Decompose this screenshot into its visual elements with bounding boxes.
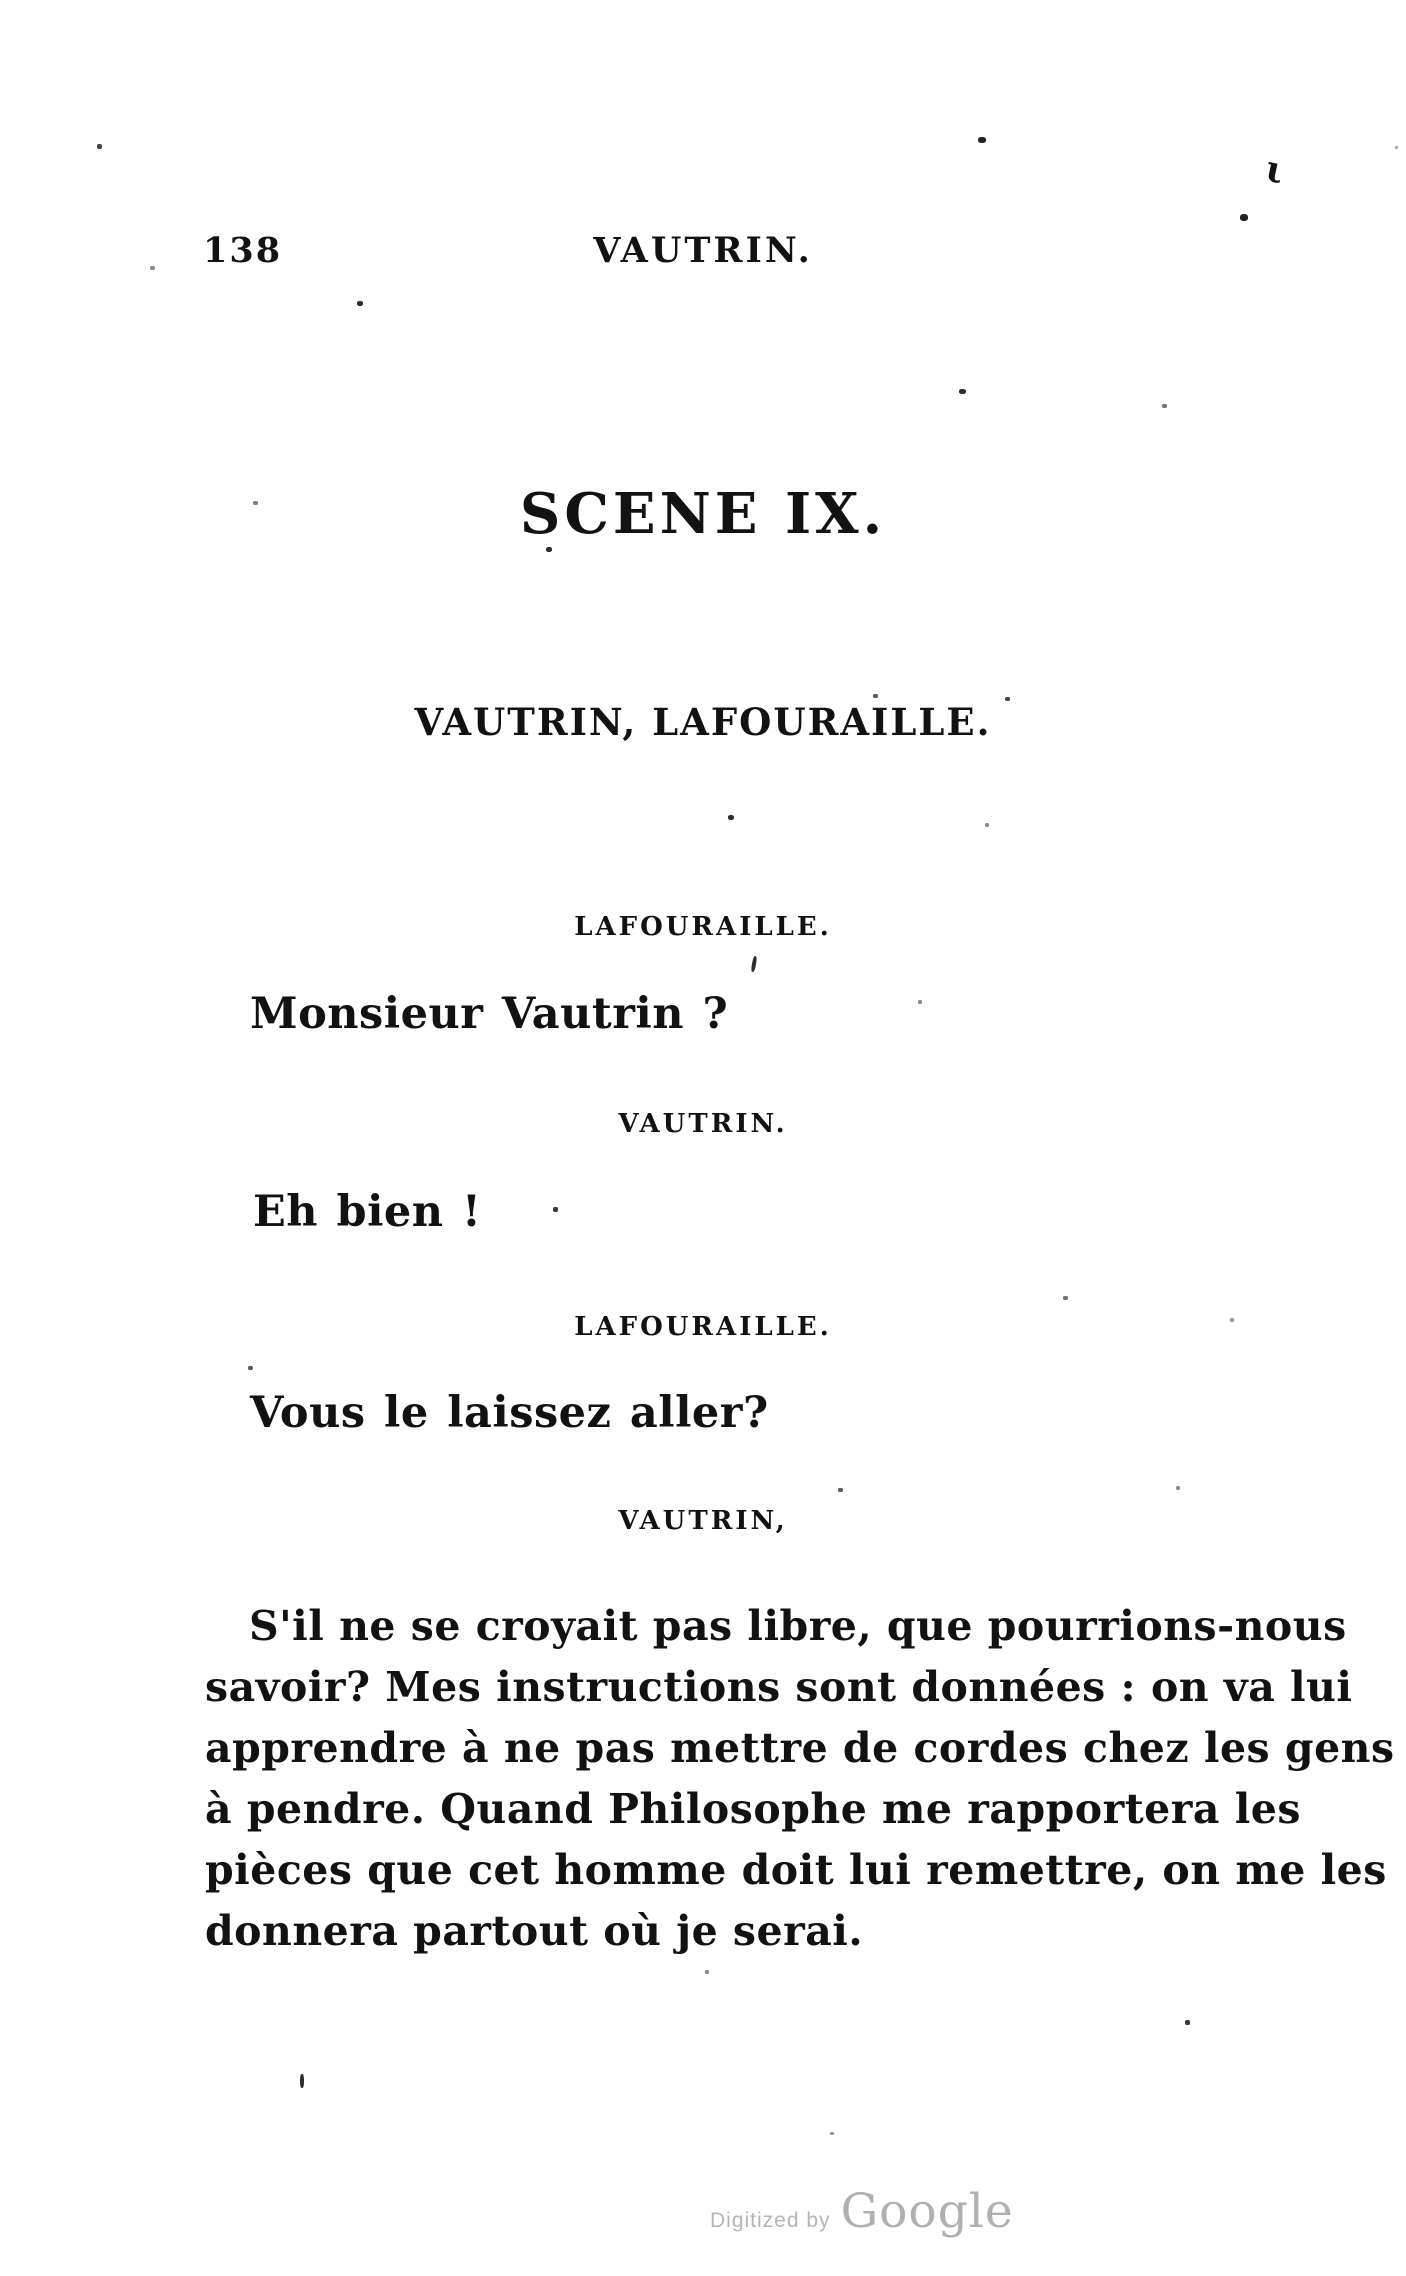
scan-speck — [985, 823, 989, 827]
monologue-line: donnera partout où je serai. — [205, 1907, 864, 1955]
scan-speck — [253, 501, 258, 505]
scan-speck — [248, 1366, 253, 1370]
dialogue-line: Vous le laissez aller? — [250, 1388, 769, 1438]
monologue-line: S'il ne se croyait pas libre, que pourrions-nous — [249, 1602, 1347, 1650]
scan-speck — [1005, 697, 1010, 701]
scan-speck — [918, 1000, 922, 1004]
scan-speck — [830, 2132, 834, 2135]
watermark — [710, 2184, 1014, 2239]
monologue-line: savoir? Mes instructions sont données : on va lui — [205, 1663, 1353, 1711]
scan-speck — [546, 547, 552, 552]
scan-speck — [300, 2074, 304, 2088]
speaker-name-lafouraille: LAFOURAILLE. — [574, 1312, 832, 1342]
speaker-name-vautrin: VAUTRIN, — [618, 1506, 788, 1536]
scan-speck — [1230, 1318, 1234, 1322]
scan-speck — [1185, 2020, 1190, 2025]
scan-speck — [705, 1970, 709, 1974]
scan-speck — [1395, 146, 1398, 149]
running-title: VAUTRIN. — [593, 230, 813, 271]
scan-speck — [150, 266, 155, 270]
monologue-paragraph — [205, 1596, 1395, 1962]
scan-speck — [978, 137, 986, 143]
scan-speck — [1162, 404, 1167, 408]
scan-speck — [728, 815, 734, 820]
scene-heading: SCENE IX. — [519, 481, 887, 547]
dialogue-line: Monsieur Vautrin ? — [250, 989, 729, 1039]
monologue-line: pièces que cet homme doit lui remettre, on me les — [205, 1846, 1387, 1894]
scan-speck — [97, 144, 102, 149]
scan-speck — [959, 389, 966, 394]
cast-line: VAUTRIN, LAFOURAILLE. — [414, 700, 992, 744]
scan-speck — [553, 1207, 558, 1212]
page-number: 138 — [203, 230, 283, 271]
scan-speck — [873, 694, 878, 698]
speaker-name-lafouraille: LAFOURAILLE. — [574, 912, 832, 942]
google-logo: Google — [840, 2184, 1014, 2239]
scan-speck — [1176, 1486, 1180, 1490]
dialogue-line: Eh bien ! — [253, 1187, 482, 1237]
speaker-name-vautrin: VAUTRIN. — [618, 1109, 788, 1139]
monologue-line: apprendre à ne pas mettre de cordes chez les gens — [205, 1724, 1395, 1772]
scan-speck — [751, 956, 758, 972]
scan-comma-mark: ι — [1261, 147, 1288, 193]
scan-speck — [357, 301, 363, 306]
watermark-prefix-label: Digitized by — [710, 2209, 831, 2232]
scan-speck — [1063, 1296, 1068, 1300]
scan-speck — [1240, 214, 1248, 221]
scan-speck — [838, 1488, 843, 1492]
monologue-line: à pendre. Quand Philosophe me rapportera les — [205, 1785, 1301, 1833]
